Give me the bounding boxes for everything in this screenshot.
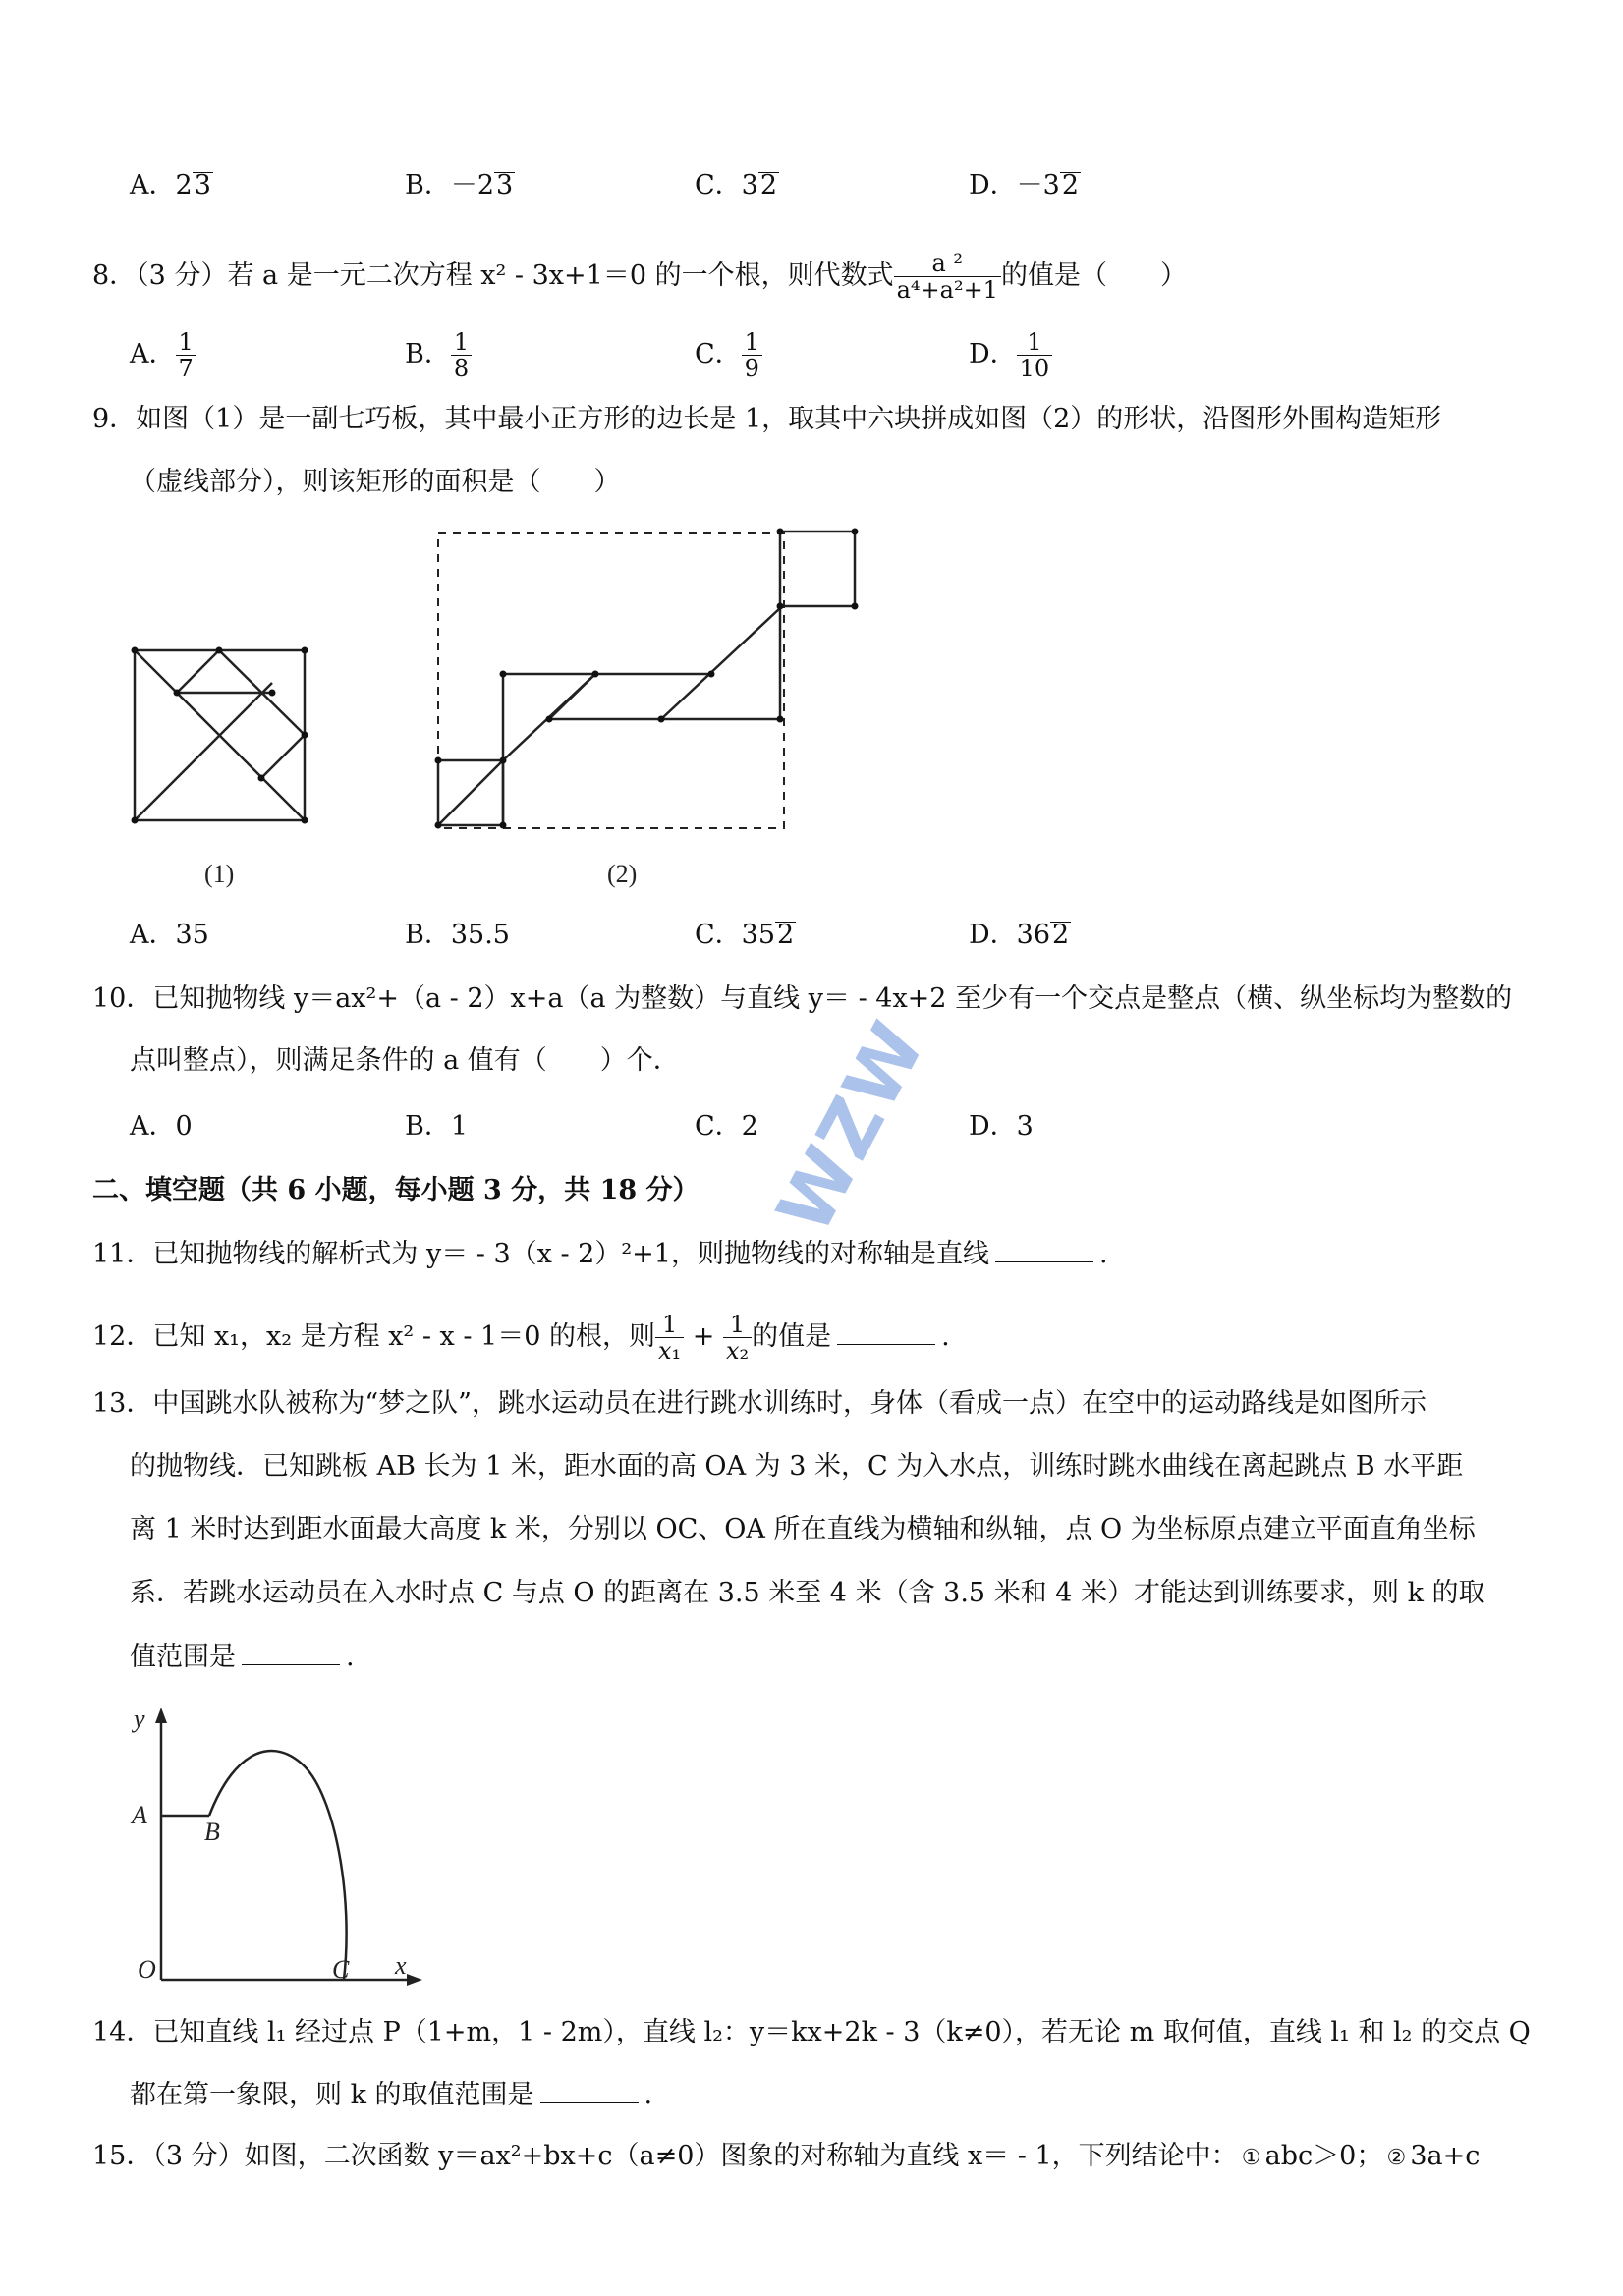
q11-text: 11．已知抛物线的解析式为 y＝ - 3（x - 2）²+1，则抛物线的对称轴是直线	[92, 1239, 989, 1269]
q12-answer-blank[interactable]	[837, 1322, 935, 1345]
q12-prefix: 12．已知 x₁，x₂ 是方程 x² - x - 1＝0 的根，则	[92, 1321, 655, 1352]
q11-answer-blank[interactable]	[995, 1240, 1093, 1262]
q8-option-c: C． $\frac{1}{9}$	[695, 329, 762, 381]
q7-option-c: C．32	[695, 170, 778, 200]
q13-line4: 系．若跳水运动员在入水时点 C 与点 O 的距离在 3.5 米至 4 米（含 3.5 米和 4 米）才能达到训练要求，则 k 的取	[130, 1578, 1485, 1608]
q8-option-a: A． $\frac{1}{7}$	[130, 329, 196, 381]
q8-frac-num: a ²	[894, 251, 1001, 277]
y-axis-label: y	[134, 1705, 145, 1733]
q12-suffix: 的值是	[752, 1321, 832, 1352]
q14-line2-text: 都在第一象限，则 k 的取值范围是	[130, 2080, 534, 2110]
x-axis-label: x	[395, 1951, 407, 1980]
q8-option-b: B． $\frac{1}{8}$	[405, 329, 472, 381]
point-c-label: C	[332, 1955, 350, 1984]
q9-line1: 9．如图（1）是一副七巧板，其中最小正方形的边长是 1，取其中六块拼成如图（2）的形状，沿图形外围构造矩形	[92, 404, 1442, 434]
q10-line1: 10．已知抛物线 y＝ax²+（a - 2）x+a（a 为整数）与直线 y＝ - 4x+2 至少有一个交点是整点（横、纵坐标均为整数的	[92, 983, 1513, 1014]
q10-option-a: A．0	[130, 1111, 193, 1142]
q10-option-d: D．3	[969, 1111, 1034, 1142]
dive-parabola	[209, 1751, 347, 1980]
q15-circle-2: ②	[1386, 2146, 1407, 2170]
q7-option-a: A．23	[130, 170, 211, 200]
q13-figure	[118, 1698, 442, 1992]
q15-claim-2: 3a+c	[1410, 2141, 1481, 2171]
point-a-label: A	[132, 1801, 147, 1829]
q12-stem: 12．已知 x₁，x₂ 是方程 x² - x - 1＝0 的根，则 $\frac{1}{\text{x₁}}$ + $\frac{1}{\text{x₂}}$ 的值是 .	[92, 1311, 950, 1365]
q7-option-b: B．－23	[405, 170, 514, 200]
q14-line1: 14．已知直线 l₁ 经过点 P（1+m，1 - 2m），直线 l₂：y＝kx+2k - 3（k≠0），若无论 m 取何值，直线 l₁ 和 l₂ 的交点 Q	[92, 2017, 1531, 2047]
q8-option-d: D． $\frac{1}{10}$	[969, 329, 1052, 381]
q13-line5-text: 值范围是	[130, 1642, 236, 1672]
q7-option-d: D．－32	[969, 170, 1080, 200]
q8-stem	[92, 251, 1187, 303]
q13-line2: 的抛物线．已知跳板 AB 长为 1 米，距水面的高 OA 为 3 米，C 为入水点，训练时跳水曲线在离起跳点 B 水平距	[130, 1451, 1464, 1482]
point-b-label: B	[204, 1818, 220, 1846]
q15-text: 15．（3 分）如图，二次函数 y＝ax²+bx+c（a≠0）图象的对称轴为直线 x＝ - 1，下列结论中：	[92, 2141, 1238, 2171]
q13-line3: 离 1 米时达到距水面最大高度 k 米，分别以 OC、OA 所在直线为横轴和纵轴，点 O 为坐标原点建立平面直角坐标	[130, 1514, 1476, 1544]
tangram-figure-2	[438, 532, 855, 828]
q8-prefix: 8．（3 分）若 a 是一元二次方程 x² - 3x+1＝0 的一个根，则代数式	[92, 260, 894, 291]
q14-answer-blank[interactable]	[540, 2081, 639, 2103]
q10-option-b: B．1	[405, 1111, 469, 1142]
q9-option-d: D．362	[969, 920, 1070, 950]
q14-line2: 都在第一象限，则 k 的取值范围是 .	[130, 2080, 653, 2110]
q9-option-c: C．352	[695, 920, 795, 950]
q15-stem	[92, 2140, 1480, 2173]
fig1-label: (1)	[204, 860, 235, 888]
section-2-heading: 二、填空题（共 6 小题，每小题 3 分，共 18 分）	[92, 1175, 700, 1205]
q13-answer-blank[interactable]	[242, 1643, 340, 1665]
watermark: WZW	[759, 1007, 943, 1247]
q15-circle-1: ①	[1241, 2146, 1261, 2170]
q8-frac-den: a⁴+a²+1	[896, 276, 998, 304]
q9-figures	[118, 511, 904, 904]
q13-line5: 值范围是 .	[130, 1642, 355, 1672]
q9-option-a: A．35	[130, 920, 209, 950]
q9-option-b: B．35.5	[405, 920, 510, 950]
q10-line2: 点叫整点），则满足条件的 a 值有（ ）个．	[130, 1045, 680, 1076]
q15-claim-1: abc＞0；	[1264, 2141, 1383, 2171]
q10-option-c: C．2	[695, 1111, 758, 1142]
tangram-figure-1	[135, 650, 305, 820]
fig2-label: (2)	[607, 860, 638, 888]
q9-line2: （虚线部分），则该矩形的面积是（ ）	[130, 467, 621, 497]
q8-suffix: 的值是（ ）	[1000, 260, 1187, 291]
q11-stem: 11．已知抛物线的解析式为 y＝ - 3（x - 2）²+1，则抛物线的对称轴是直线 .	[92, 1239, 1108, 1269]
origin-label: O	[138, 1955, 156, 1984]
q13-line1: 13．中国跳水队被称为“梦之队”，跳水运动员在进行跳水训练时，身体（看成一点）在空中的运动路线是如图所示	[92, 1388, 1427, 1419]
q8-fraction	[894, 251, 1001, 303]
